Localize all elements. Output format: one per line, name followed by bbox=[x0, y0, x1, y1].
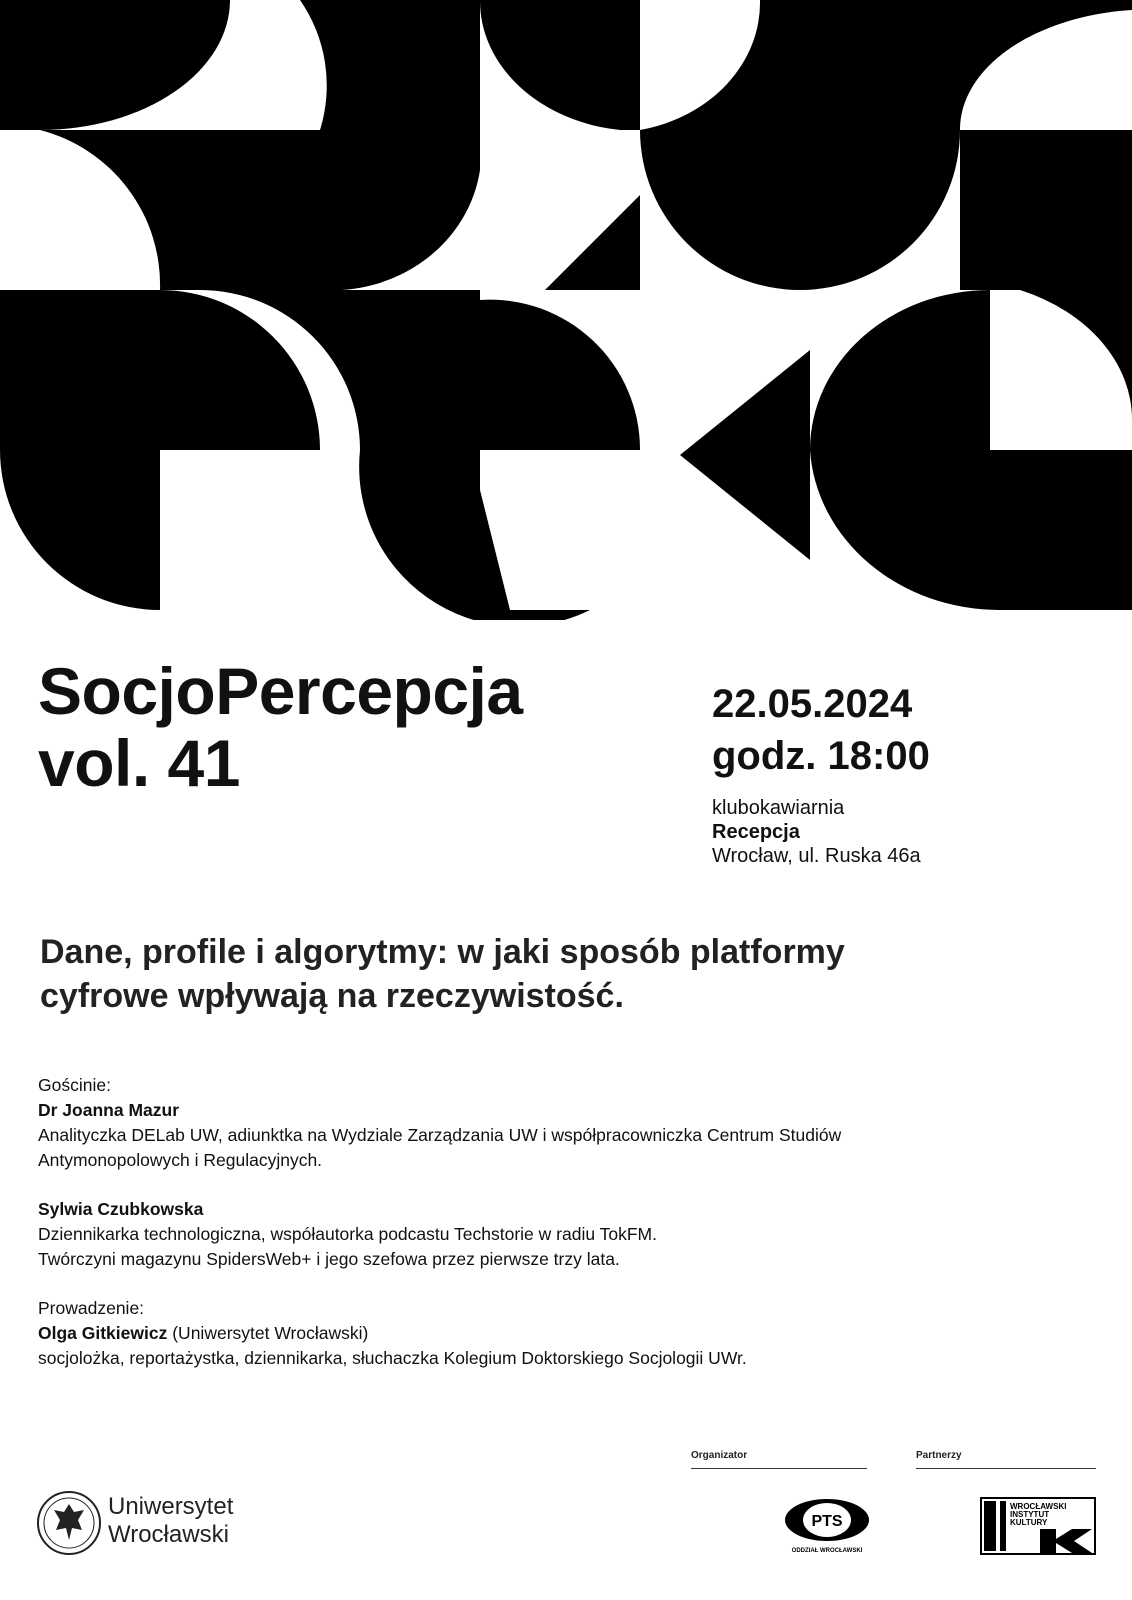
pattern-shape bbox=[480, 490, 510, 610]
wik-line-1: WROCŁAWSKI bbox=[1010, 1502, 1067, 1511]
pattern-shape bbox=[680, 350, 810, 560]
organizer-divider bbox=[691, 1468, 867, 1469]
topic-line-1: Dane, profile i algorytmy: w jaki sposób platformy bbox=[40, 933, 845, 971]
venue-name: Recepcja bbox=[712, 821, 800, 843]
host-bio: socjolożka, reportażystka, dziennikarka, słuchaczka Kolegium Doktorskiego Socjologii UWr. bbox=[38, 1348, 747, 1368]
host-line bbox=[38, 1321, 1098, 1346]
event-time: godz. 18:00 bbox=[712, 734, 930, 778]
event-date: 22.05.2024 bbox=[712, 682, 913, 726]
pattern-shape bbox=[0, 0, 230, 130]
partners-label: Partnerzy bbox=[916, 1450, 962, 1461]
pattern-shape bbox=[300, 0, 480, 130]
guest-name: Dr Joanna Mazur bbox=[38, 1100, 179, 1120]
host-affiliation: (Uniwersytet Wrocławski) bbox=[172, 1323, 369, 1343]
pattern-shape bbox=[640, 0, 1132, 130]
university-eagle-icon bbox=[36, 1490, 102, 1556]
venue-address: Wrocław, ul. Ruska 46a bbox=[712, 845, 921, 867]
pattern-shape bbox=[480, 0, 640, 130]
decorative-geometric-pattern bbox=[0, 0, 1132, 620]
venue bbox=[712, 796, 930, 868]
pts-text: PTS bbox=[811, 1513, 843, 1530]
event-topic bbox=[40, 930, 1040, 1018]
pattern-shape bbox=[545, 195, 640, 290]
organizer-label: Organizator bbox=[691, 1450, 748, 1461]
pattern-shape bbox=[40, 130, 320, 290]
pattern-shape bbox=[359, 450, 590, 620]
guest-bio: Twórczyni magazynu SpidersWeb+ i jego szefowa przez pierwsze trzy lata. bbox=[38, 1249, 620, 1269]
guest-bio: Analityczka DELab UW, adiunktka na Wydziale Zarządzania UW i współpracowniczka Centrum Studiów bbox=[38, 1125, 842, 1145]
guests-label: Gościnie: bbox=[38, 1075, 111, 1095]
host-name: Olga Gitkiewicz bbox=[38, 1323, 168, 1343]
pattern-shape bbox=[320, 130, 480, 290]
guest-bio: Antymonopolowych i Regulacyjnych. bbox=[38, 1150, 323, 1170]
pattern-shape bbox=[960, 130, 1132, 290]
university-name-line-1: Uniwersytet bbox=[108, 1493, 234, 1520]
university-name-line-2: Wrocławski bbox=[108, 1521, 229, 1548]
guests-section bbox=[38, 1073, 1098, 1371]
topic-line-2: cyfrowe wpływają na rzeczywistość. bbox=[40, 977, 624, 1015]
wik-line-3: KULTURY bbox=[1010, 1518, 1048, 1527]
venue-type: klubokawiarnia bbox=[712, 797, 845, 819]
wik-logo-icon bbox=[980, 1497, 1096, 1555]
guest-bio: Dziennikarka technologiczna, współautorka podcastu Techstorie w radiu TokFM. bbox=[38, 1224, 657, 1244]
pattern-shape bbox=[0, 290, 320, 610]
wik-line-2: INSTYTUT bbox=[1010, 1510, 1050, 1519]
host-label: Prowadzenie: bbox=[38, 1298, 145, 1318]
pattern-shape bbox=[1020, 290, 1132, 420]
guest-name: Sylwia Czubkowska bbox=[38, 1199, 204, 1219]
university-name bbox=[108, 1493, 233, 1549]
pattern-shape bbox=[480, 300, 640, 450]
event-title bbox=[38, 655, 523, 799]
title-line-2: vol. 41 bbox=[38, 726, 240, 800]
pts-logo-icon bbox=[783, 1495, 871, 1555]
pattern-shape bbox=[810, 290, 990, 450]
partners-divider bbox=[916, 1468, 1096, 1469]
date-venue-block bbox=[712, 678, 930, 868]
title-line-1: SocjoPercepcja bbox=[38, 654, 523, 728]
pattern-shape bbox=[640, 130, 960, 290]
pts-caption: ODDZIAŁ WROCŁAWSKI bbox=[791, 1548, 863, 1554]
pattern-shape bbox=[810, 450, 1132, 610]
